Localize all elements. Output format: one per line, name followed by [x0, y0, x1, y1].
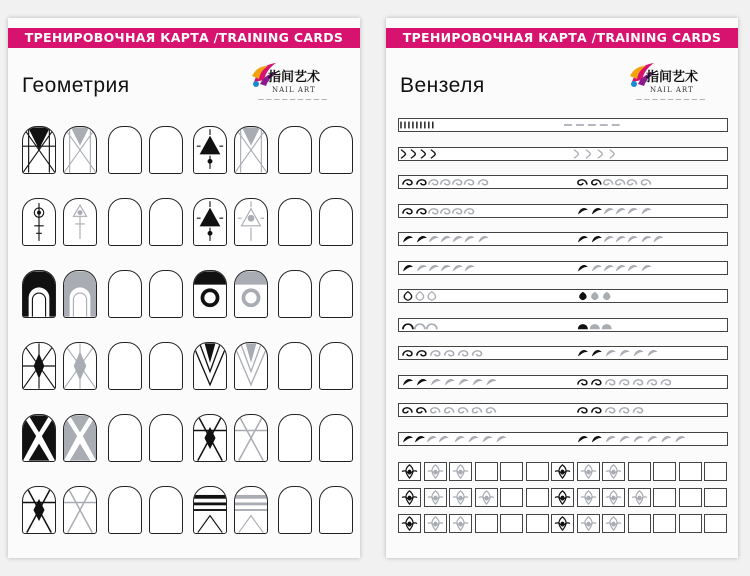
ornament-pattern	[425, 515, 446, 532]
nail-template	[234, 270, 268, 318]
nail-pattern	[64, 487, 96, 533]
practice-box	[653, 462, 676, 481]
nail-pattern	[64, 415, 96, 461]
ornament-pattern	[578, 463, 599, 480]
nail-template	[108, 270, 142, 318]
nail-template	[22, 126, 56, 174]
nail-template	[234, 414, 268, 462]
brand-logo	[250, 58, 346, 112]
practice-box	[398, 514, 421, 533]
practice-box	[551, 462, 574, 481]
ornament-pattern	[425, 489, 446, 506]
nail-template	[149, 126, 183, 174]
nail-pattern	[64, 271, 96, 317]
nail-template	[319, 414, 353, 462]
practice-box	[449, 462, 472, 481]
practice-strip	[398, 175, 728, 189]
practice-box	[526, 514, 549, 533]
brand-name-cn: 指间艺术	[646, 70, 699, 85]
practice-box	[526, 488, 549, 507]
brand-name-en: NAIL ART	[272, 86, 316, 94]
strip-pattern	[399, 319, 727, 331]
practice-box	[628, 488, 651, 507]
nail-template	[108, 198, 142, 246]
nail-template	[234, 126, 268, 174]
nail-pattern	[235, 487, 267, 533]
ornament-pattern	[629, 489, 650, 506]
brand-name-cn: 指间艺术	[268, 70, 321, 85]
practice-box	[628, 462, 651, 481]
strip-pattern	[399, 233, 727, 245]
training-card-geometry	[8, 18, 360, 558]
strip-pattern	[399, 205, 727, 217]
practice-box	[602, 514, 625, 533]
nail-template	[278, 270, 312, 318]
practice-strip	[398, 289, 728, 303]
ornament-pattern	[578, 489, 599, 506]
nail-template	[234, 198, 268, 246]
practice-strip	[398, 261, 728, 275]
nail-template	[234, 342, 268, 390]
nail-pattern	[23, 199, 55, 245]
nail-template	[149, 270, 183, 318]
practice-box	[679, 462, 702, 481]
card-banner: ТРЕНИРОВОЧНАЯ КАРТА /TRAINING CARDS	[386, 28, 738, 48]
nail-template	[193, 270, 227, 318]
nail-pattern	[23, 487, 55, 533]
ornament-pattern	[552, 463, 573, 480]
ornament-pattern	[552, 515, 573, 532]
practice-strip	[398, 147, 728, 161]
nail-template	[149, 486, 183, 534]
ornament-pattern	[450, 489, 471, 506]
nail-template	[193, 486, 227, 534]
nail-pattern	[64, 127, 96, 173]
nail-pattern	[194, 271, 226, 317]
nail-pattern	[235, 199, 267, 245]
practice-box	[424, 514, 447, 533]
ornament-pattern	[578, 515, 599, 532]
practice-box	[500, 514, 523, 533]
nail-template	[319, 198, 353, 246]
practice-strip	[398, 318, 728, 332]
nail-template	[278, 198, 312, 246]
nail-template	[193, 342, 227, 390]
nail-template	[63, 486, 97, 534]
nail-template	[278, 414, 312, 462]
practice-box	[602, 488, 625, 507]
practice-box	[704, 488, 727, 507]
nail-template	[108, 414, 142, 462]
nail-pattern	[23, 271, 55, 317]
practice-box	[398, 462, 421, 481]
brand-logo	[628, 58, 724, 112]
nail-template	[108, 126, 142, 174]
practice-box	[475, 462, 498, 481]
nail-template	[319, 126, 353, 174]
nail-template	[193, 198, 227, 246]
card-title: Вензеля	[400, 74, 485, 97]
nail-template	[193, 414, 227, 462]
card-banner: ТРЕНИРОВОЧНАЯ КАРТА /TRAINING CARDS	[8, 28, 360, 48]
brand-tagline: — — — — — — — — —	[636, 96, 706, 103]
nail-template	[149, 342, 183, 390]
nail-template	[149, 198, 183, 246]
practice-box	[679, 488, 702, 507]
practice-box	[500, 488, 523, 507]
ornament-pattern	[399, 463, 420, 480]
nail-template	[22, 270, 56, 318]
nail-pattern	[23, 127, 55, 173]
nail-template	[234, 486, 268, 534]
practice-box	[704, 514, 727, 533]
practice-box	[475, 488, 498, 507]
practice-box	[424, 488, 447, 507]
practice-box	[653, 514, 676, 533]
nail-pattern	[23, 415, 55, 461]
practice-box	[577, 462, 600, 481]
practice-strip	[398, 232, 728, 246]
practice-box	[704, 462, 727, 481]
ornament-pattern	[425, 463, 446, 480]
nail-template	[22, 486, 56, 534]
practice-box	[602, 462, 625, 481]
brand-tagline: — — — — — — — — —	[258, 96, 328, 103]
practice-box	[424, 462, 447, 481]
nail-template	[63, 270, 97, 318]
strip-pattern	[399, 404, 727, 416]
brand-name-en: NAIL ART	[650, 86, 694, 94]
practice-strip	[398, 432, 728, 446]
practice-box	[449, 514, 472, 533]
nail-pattern	[194, 127, 226, 173]
practice-box	[449, 488, 472, 507]
nail-pattern	[194, 343, 226, 389]
strip-pattern	[399, 176, 727, 188]
strip-pattern	[399, 290, 727, 302]
practice-box	[653, 488, 676, 507]
practice-strip	[398, 118, 728, 132]
nail-template	[63, 198, 97, 246]
nail-template	[319, 270, 353, 318]
nail-pattern	[23, 343, 55, 389]
nail-pattern	[235, 271, 267, 317]
ornament-pattern	[603, 463, 624, 480]
nail-template	[278, 126, 312, 174]
ornament-pattern	[450, 515, 471, 532]
nail-template	[278, 486, 312, 534]
strip-pattern	[399, 376, 727, 388]
nail-template	[63, 126, 97, 174]
nail-template	[63, 414, 97, 462]
ornament-pattern	[603, 489, 624, 506]
practice-box	[551, 514, 574, 533]
nail-template	[22, 414, 56, 462]
ornament-pattern	[399, 489, 420, 506]
practice-box	[577, 514, 600, 533]
nail-template	[63, 342, 97, 390]
ornament-pattern	[450, 463, 471, 480]
strip-pattern	[399, 148, 727, 160]
practice-strip	[398, 346, 728, 360]
nail-pattern	[235, 127, 267, 173]
practice-box	[526, 462, 549, 481]
nail-pattern	[235, 415, 267, 461]
strip-pattern	[399, 433, 727, 445]
nail-template	[149, 414, 183, 462]
strip-pattern	[399, 347, 727, 359]
ornament-pattern	[399, 515, 420, 532]
nail-pattern	[194, 487, 226, 533]
practice-box	[398, 488, 421, 507]
practice-box	[679, 514, 702, 533]
nail-pattern	[194, 199, 226, 245]
practice-box	[475, 514, 498, 533]
nail-template	[108, 486, 142, 534]
practice-strip	[398, 204, 728, 218]
training-card-monograms	[386, 18, 738, 558]
nail-template	[22, 198, 56, 246]
practice-box	[628, 514, 651, 533]
practice-box	[577, 488, 600, 507]
nail-template	[319, 486, 353, 534]
nail-pattern	[194, 415, 226, 461]
practice-strip	[398, 375, 728, 389]
nail-template	[108, 342, 142, 390]
practice-strip	[398, 403, 728, 417]
ornament-pattern	[603, 515, 624, 532]
nail-template	[193, 126, 227, 174]
nail-pattern	[64, 199, 96, 245]
practice-box	[551, 488, 574, 507]
practice-box	[500, 462, 523, 481]
ornament-pattern	[552, 489, 573, 506]
nail-template	[319, 342, 353, 390]
card-title: Геометрия	[22, 74, 130, 97]
ornament-pattern	[476, 489, 497, 506]
strip-pattern	[399, 119, 727, 131]
nail-pattern	[64, 343, 96, 389]
nail-template	[22, 342, 56, 390]
strip-pattern	[399, 262, 727, 274]
nail-pattern	[235, 343, 267, 389]
nail-template	[278, 342, 312, 390]
